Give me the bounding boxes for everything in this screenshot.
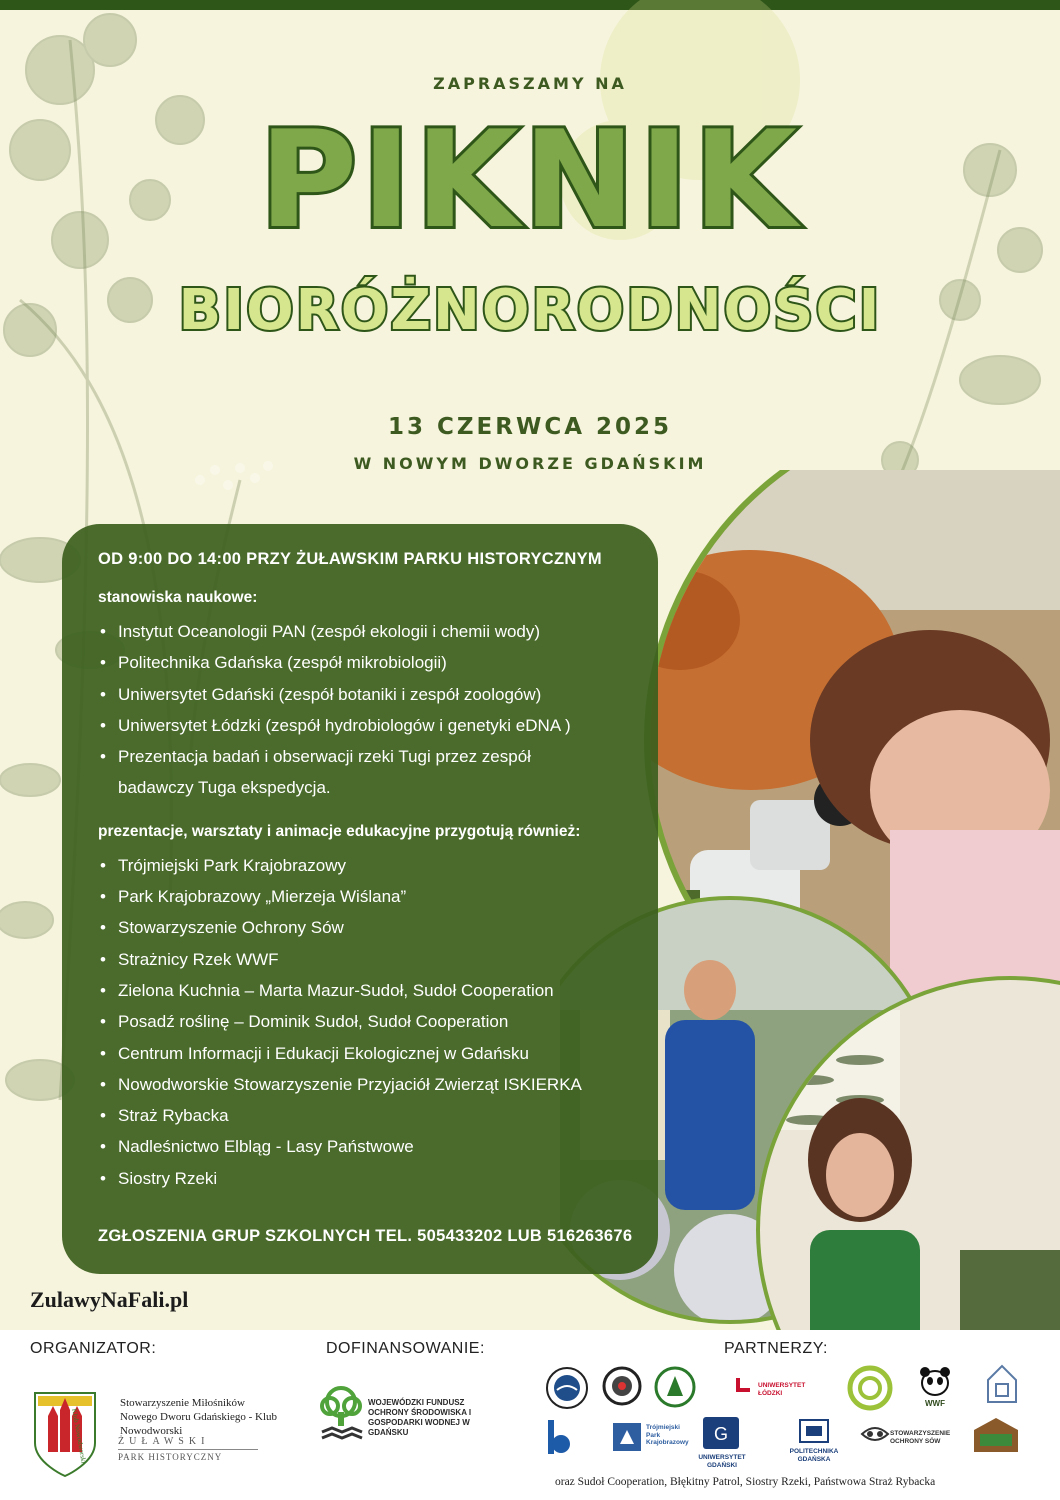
science-section-label: stanowiska naukowe: xyxy=(98,589,258,606)
partner-logo-house xyxy=(984,1362,1020,1408)
partner-logo-ug xyxy=(702,1416,740,1450)
list-item: • Uniwersytet Łódzki (zespół hydrobiologów i genetyki eDNA ) xyxy=(98,710,622,741)
park-logo-line2: PARK HISTORYCZNY xyxy=(118,1452,223,1462)
list-item-line: badawczy Tuga ekspedycja. xyxy=(118,778,331,798)
partner-logo-wwf-panda xyxy=(918,1364,952,1398)
partner-logo-lasy-panstwowe xyxy=(654,1364,696,1410)
event-title: PIKNIK xyxy=(259,102,801,258)
science-list xyxy=(98,616,622,804)
partner-tpk-caption: Trójmiejski Park Krajobrazowy xyxy=(646,1424,689,1446)
club-seal-text: Klub Nowodworski xyxy=(70,1408,88,1464)
partners-label: PARTNERZY: xyxy=(724,1340,828,1357)
school-signup-info: ZGŁOSZENIA GRUP SZKOLNYCH TEL. 505433202 LUB 516263676 xyxy=(98,1227,633,1245)
funding-label: DOFINANSOWANIE: xyxy=(326,1340,485,1357)
partner-logo-eco-center xyxy=(846,1364,894,1412)
partner-logo-tpk xyxy=(612,1422,642,1452)
list-item: • Siostry Rzeki xyxy=(98,1163,622,1194)
partner-ug-caption: UNIWERSYTET GDAŃSKI xyxy=(698,1454,746,1469)
list-item: • Nadleśnictwo Elbląg - Lasy Państwowe xyxy=(98,1131,622,1162)
organizer-name: Stowarzyszenie Miłośników Nowego Dworu Gdańskiego - Klub Nowodworski xyxy=(120,1397,278,1437)
program-panel xyxy=(62,524,658,1274)
partner-logo-lodz-mark xyxy=(736,1376,754,1394)
partners-footnote: oraz Sudoł Cooperation, Błękitny Patrol, Siostry Rzeki, Państwowa Straż Rybacka xyxy=(555,1476,936,1488)
park-logo-line1: ŻUŁAWSKI xyxy=(118,1436,258,1450)
partner-logo-halve xyxy=(970,1416,1022,1456)
others-list xyxy=(98,850,622,1194)
partner-lodz-caption: UNIWERSYTET ŁÓDZKI xyxy=(758,1382,806,1397)
list-item: • Stowarzyszenie Ochrony Sów xyxy=(98,912,622,943)
partner-logo-iskierka xyxy=(602,1366,642,1406)
list-item: • Instytut Oceanologii PAN (zespół ekologii i chemii wody) xyxy=(98,616,622,647)
list-item: • Uniwersytet Gdański (zespół botaniki i zespół zoologów) xyxy=(98,679,622,710)
list-item: • Trójmiejski Park Krajobrazowy xyxy=(98,850,622,881)
svg-text:G: G xyxy=(713,1424,729,1444)
website-link[interactable]: ZulawyNaFali.pl xyxy=(30,1287,189,1312)
list-item: • Strażnicy Rzek WWF xyxy=(98,944,622,975)
list-item: • Park Krajobrazowy „Mierzeja Wiślana” xyxy=(98,881,622,912)
list-item xyxy=(98,741,622,804)
fund-name: WOJEWÓDZKI FUNDUSZ OCHRONY ŚRODOWISKA I GOSPODARKI WODNEJ W GDAŃSKU xyxy=(368,1398,472,1437)
partner-sos-caption: STOWARZYSZENIE OCHRONY SÓW xyxy=(890,1430,951,1445)
fund-tree-logo xyxy=(318,1384,364,1440)
partner-logo-blue-patrol xyxy=(545,1418,571,1458)
partner-logo-fish-guard xyxy=(545,1366,589,1410)
organizer-label: ORGANIZATOR: xyxy=(30,1340,157,1357)
invite-text: ZAPRASZAMY NA xyxy=(433,74,627,93)
event-place: W NOWYM DWORZE GDAŃSKIM xyxy=(353,454,707,473)
footer-sponsors xyxy=(0,1330,1060,1500)
partner-logo-owl xyxy=(860,1422,890,1446)
list-item: • Posadź roślinę – Dominik Sudoł, Sudoł Cooperation xyxy=(98,1006,622,1037)
event-date: 13 CZERWCA 2025 xyxy=(387,414,673,440)
program-heading: OD 9:00 DO 14:00 PRZY ŻUŁAWSKIM PARKU HISTORYCZNYM xyxy=(98,550,602,568)
park-logo xyxy=(118,1436,258,1462)
list-item-line: • Prezentacja badań i obserwacji rzeki Tugi przez zespół xyxy=(118,747,531,767)
partner-pg-caption: POLITECHNIKA GDAŃSKA xyxy=(789,1448,839,1463)
others-section-label: prezentacje, warsztaty i animacje edukacyjne przygotują również: xyxy=(98,822,581,840)
event-subtitle: BIORÓŻNORODNOŚCI xyxy=(178,278,882,343)
list-item: • Nowodworskie Stowarzyszenie Przyjaciół Zwierząt ISKIERKA xyxy=(98,1069,622,1100)
partner-logo-pg xyxy=(798,1416,830,1446)
list-item: • Zielona Kuchnia – Marta Mazur-Sudoł, Sudoł Cooperation xyxy=(98,975,622,1006)
club-seal-logo xyxy=(30,1388,100,1478)
list-item: • Straż Rybacka xyxy=(98,1100,622,1131)
partner-wwf-caption: WWF xyxy=(925,1399,945,1408)
list-item: • Politechnika Gdańska (zespół mikrobiologii) xyxy=(98,647,622,678)
list-item: • Centrum Informacji i Edukacji Ekologicznej w Gdańsku xyxy=(98,1038,622,1069)
